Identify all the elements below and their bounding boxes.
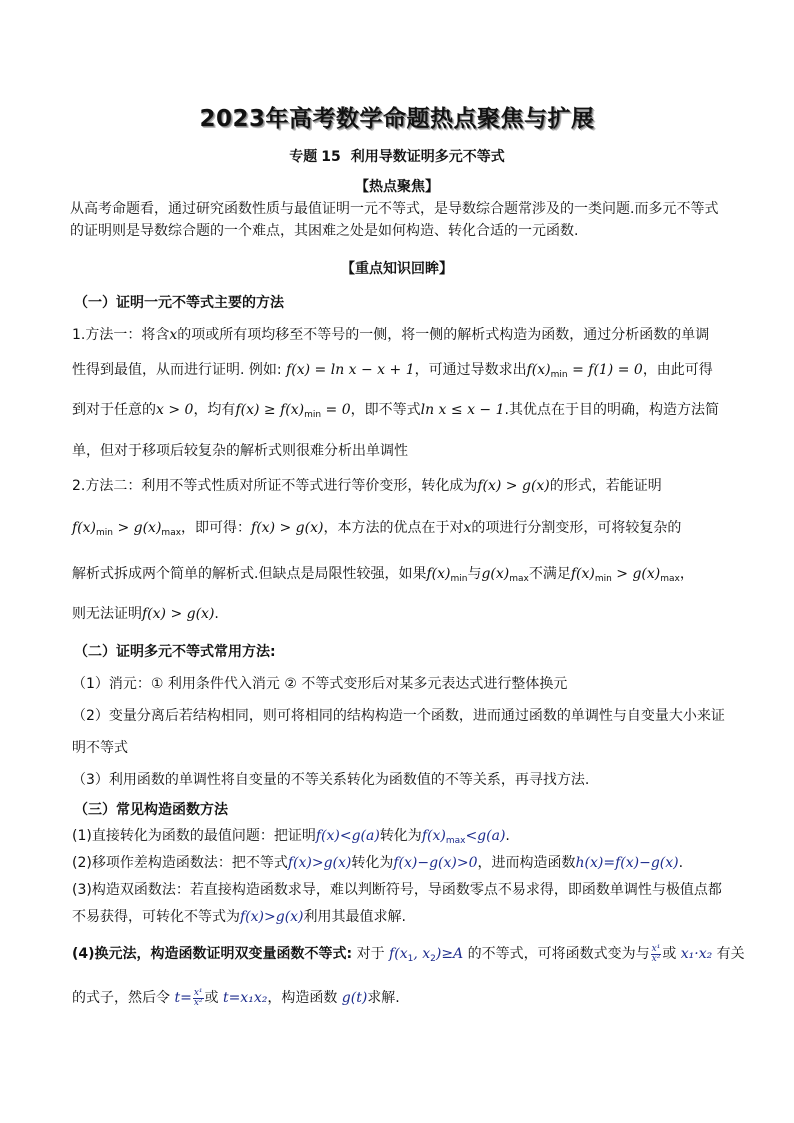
part2-heading: （二）证明多元不等式常用方法: (74, 644, 276, 660)
text-span: 的形式，若能证明 (549, 478, 662, 494)
text-span: ，即不等式 (350, 402, 421, 418)
text-span: 的式子，然后令 (72, 990, 175, 1006)
text-span: (2)移项作差构造函数法：把不等式 (72, 855, 288, 871)
math-formula: > g(x) (113, 520, 162, 536)
method1-line4: 单，但对于移项后较复杂的解析式则很难分析出单调性 (72, 443, 408, 459)
math-formula: f(x) > g(x) (477, 478, 550, 494)
method2-line1 (72, 476, 732, 496)
math-subscript: max (660, 574, 680, 584)
text-span: 的项或所有项均移至不等号的一侧，将一侧的解析式构造为函数，通过分析函数的单调 (177, 327, 710, 343)
part1-heading: （一）证明一元不等式主要的方法 (74, 295, 284, 311)
math-formula: g(t) (341, 990, 368, 1006)
math-formula: )≥A (435, 946, 464, 962)
math-formula: f(x)<g(a) (315, 828, 380, 844)
fraction-denominator: x² (651, 953, 661, 964)
topic-subtitle (0, 146, 794, 166)
math-formula: t= (174, 990, 192, 1006)
math-formula: f(x) (570, 566, 595, 582)
math-subscript: min (304, 410, 322, 420)
part2-item2-line2: 明不等式 (72, 740, 128, 756)
text-span: 不易获得，可转化不等式为 (72, 909, 240, 925)
method1-line2 (72, 360, 732, 385)
text-span: (4)换元法，构造函数证明双变量函数不等式: (72, 946, 353, 962)
math-subscript: max (445, 836, 466, 846)
math-formula: f(x) (526, 362, 551, 378)
math-formula: f(x)−g(x)>0 (393, 855, 478, 871)
subtitle-prefix: 专题 (289, 149, 318, 165)
math-formula: , x (413, 946, 431, 962)
text-span: ，均有 (193, 402, 236, 418)
math-subscript: min (96, 528, 113, 538)
math-subscript: max (509, 574, 529, 584)
math-formula: f(x) > g(x) (251, 520, 324, 536)
text-span: 到对于任意的 (72, 402, 156, 418)
text-span: ，可通过导数求出 (414, 362, 527, 378)
text-span: ，即可得： (181, 520, 252, 536)
text-span: 性得到最值，从而进行证明. 例如: (72, 362, 282, 378)
text-span: ，本方法的优点在于对 (323, 520, 464, 536)
math-formula: f(x)>g(x) (287, 855, 352, 871)
math-var: x (169, 327, 178, 343)
part3-item3-line2 (72, 907, 732, 927)
method1-line3 (72, 400, 732, 425)
math-formula: f(x) > g(x) (142, 606, 215, 622)
math-subscript: 2 (430, 954, 436, 964)
math-fraction (651, 945, 662, 964)
math-formula: x₁·x₂ (680, 946, 713, 962)
text-span: 与 (467, 566, 482, 582)
fraction-numerator: x¹ (193, 987, 203, 998)
text-span: 或 (662, 946, 681, 962)
key-review-heading: 【重点知识回眸】 (341, 261, 453, 277)
part3-item1 (72, 826, 732, 851)
hot-focus-heading: 【热点聚焦】 (355, 179, 439, 195)
math-fraction (193, 989, 204, 1008)
hot-focus-text: 从高考命题看，通过研究函数性质与最值证明一元不等式，是导数综合题常涉及的一类问题.而多元不等式的证明则是导数综合题的一个难点，其困难之处是如何构造、转化合适的一元函数. (70, 201, 719, 239)
text-span: 则无法证明 (72, 606, 142, 622)
text-span: 2.方法二：利用不等式性质对所证不等式进行等价变形，转化成为 (72, 478, 478, 494)
math-formula: f(x) ≥ f(x) (235, 402, 305, 418)
method2-line2 (72, 518, 732, 543)
text-span: 的项进行分割变形，可将较复杂的 (471, 520, 682, 536)
fraction-denominator: x² (193, 997, 203, 1008)
text-span: 1.方法一：将含 (72, 327, 170, 343)
part3-item2 (72, 853, 732, 873)
math-formula: x > 0 (156, 402, 194, 418)
text-span: 解析式拆成两个简单的解析式.但缺点是局限性较强，如果 (72, 566, 427, 582)
method1-line1 (72, 325, 732, 345)
subtitle-number: 15 (321, 149, 341, 165)
part3-item4-line1 (72, 943, 745, 969)
text-span: 转化为 (351, 855, 394, 871)
page-title: 2023年高考数学命题热点聚焦与扩展 (199, 106, 595, 132)
text-span: 有关 (712, 946, 745, 962)
method2-line4 (72, 604, 732, 624)
part2-item1: （1）消元：① 利用条件代入消元 ② 不等式变形后对某多元表达式进行整体换元 (72, 676, 568, 692)
math-subscript: min (450, 574, 468, 584)
part3-heading: （三）常见构造函数方法 (74, 802, 228, 818)
text-span: 转化为 (379, 828, 422, 844)
math-formula: <g(a) (465, 828, 506, 844)
math-subscript: min (550, 370, 568, 380)
math-formula: = f(1) = 0 (567, 362, 643, 378)
text-span: . (678, 855, 684, 871)
part3-item3-line1: (3)构造双函数法：若直接构造函数求导，难以判断符号，导函数零点不易求得，即函数单调性与极值点都 (72, 882, 722, 898)
text-span: 不满足 (528, 566, 571, 582)
text-span: 求解. (367, 990, 400, 1006)
math-formula: g(x) (481, 566, 510, 582)
part2-item3: （3）利用函数的单调性将自变量的不等关系转化为函数值的不等关系，再寻找方法. (72, 772, 590, 788)
math-subscript: max (161, 528, 182, 538)
method2-line3 (72, 564, 732, 589)
math-formula: h(x)=f(x)−g(x) (575, 855, 679, 871)
math-formula: t=x₁x₂ (222, 990, 268, 1006)
text-span: 对于 (352, 946, 390, 962)
text-span: ，进而构造函数 (477, 855, 576, 871)
math-formula: = 0 (321, 402, 351, 418)
part2-item2-line1: （2）变量分离后若结构相同，则可将相同的结构构造一个函数，进而通过函数的单调性与自变量大小来证 (72, 708, 725, 724)
subtitle-text: 利用导数证明多元不等式 (350, 149, 505, 165)
fraction-numerator: x¹ (651, 943, 661, 954)
math-subscript: min (594, 574, 612, 584)
text-span: .其优点在于目的明确，构造方法简 (504, 402, 719, 418)
text-span: . (214, 606, 219, 622)
text-span: (1)直接转化为函数的最值问题：把证明 (72, 828, 316, 844)
text-span: . (505, 828, 510, 844)
math-formula: ln x ≤ x − 1 (420, 402, 505, 418)
math-formula: f(x) (72, 520, 97, 536)
text-span: 或 (204, 990, 223, 1006)
math-subscript: 1 (407, 954, 414, 964)
math-var: x (463, 520, 472, 536)
math-formula: > g(x) (611, 566, 661, 582)
part3-item4-line2 (72, 988, 732, 1008)
math-formula: f(x) (426, 566, 451, 582)
text-span: ， (679, 566, 694, 582)
text-span: ，由此可得 (642, 362, 713, 378)
text-span: 的不等式，可将函数式变为与 (463, 946, 650, 962)
math-formula: f(x (389, 946, 408, 962)
text-span: ，构造函数 (267, 990, 342, 1006)
math-formula: f(x) (421, 828, 446, 844)
math-formula: f(x) = ln x − x + 1 (286, 362, 415, 378)
text-span: 利用其最值求解. (303, 909, 406, 925)
math-formula: f(x)>g(x) (240, 909, 304, 925)
